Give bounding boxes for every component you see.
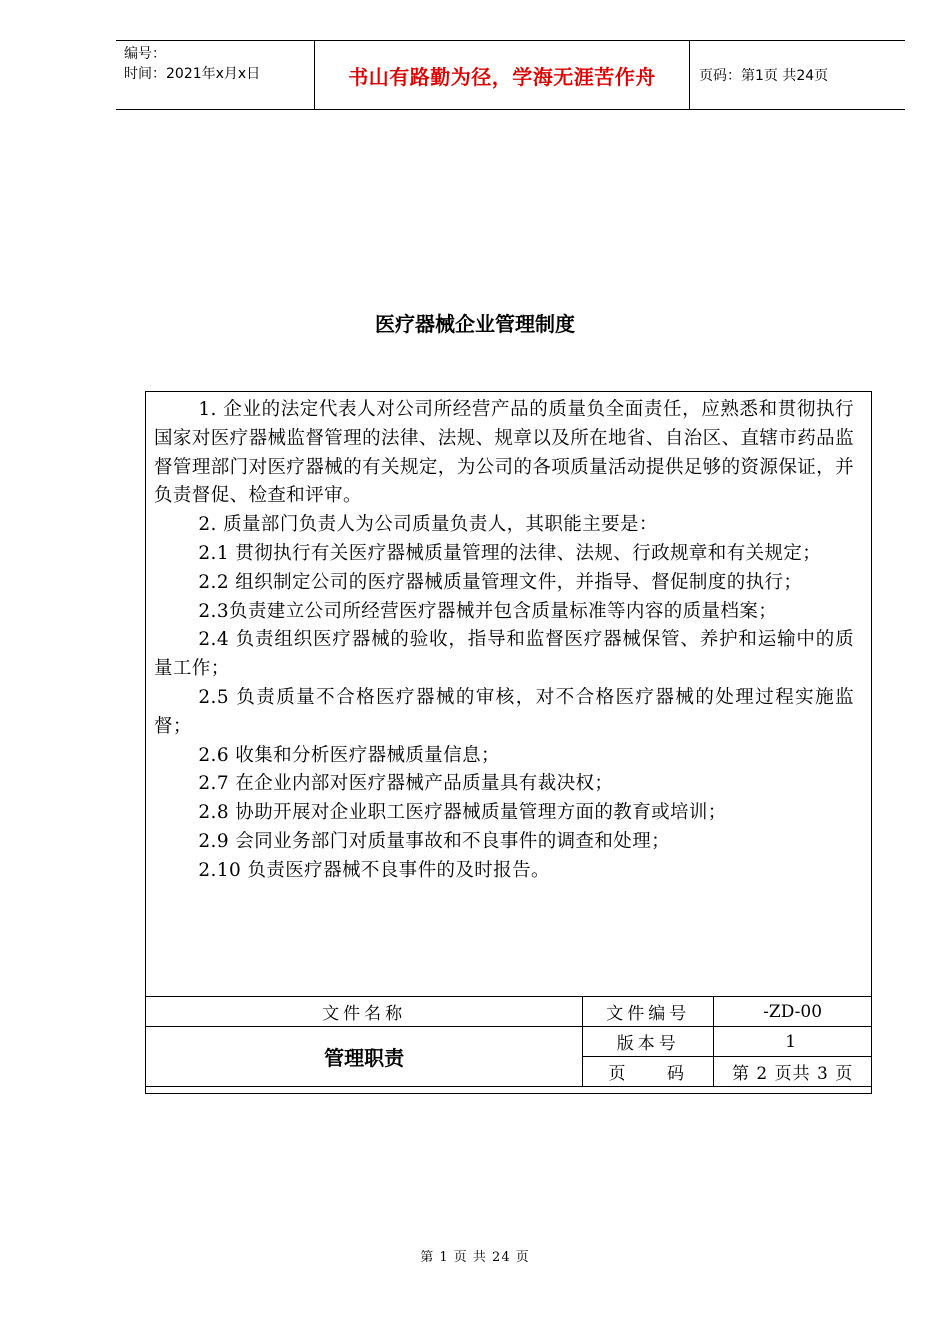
paragraph: 1. 企业的法定代表人对公司所经营产品的质量负全面责任，应熟悉和贯彻执行国家对医疗器械监督管理的法律、法规、规章以及所在地省、自治区、直辖市药品监督管理部门对医疗器械的有关规定，为公司的各项质量活动提供足够的资源保证，并负责督促、检查和评审。	[154, 399, 854, 507]
paragraph: 2.8 协助开展对企业职工医疗器械质量管理方面的教育或培训；	[198, 802, 727, 824]
paragraph: 2.6 收集和分析医疗器械质量信息；	[198, 744, 500, 766]
paragraph: 2.5 负责质量不合格医疗器械的审核，对不合格医疗器械的处理过程实施监督；	[154, 686, 854, 737]
paragraph: 2.10 负责医疗器械不良事件的及时报告。	[198, 859, 550, 881]
number-label: 编号：	[124, 46, 166, 62]
file-number-header: 文件编号	[583, 997, 714, 1027]
document-title: 医疗器械企业管理制度	[375, 312, 575, 336]
page-header	[116, 40, 905, 110]
page-label: 页 码	[583, 1057, 714, 1087]
version-value: 1	[714, 1027, 872, 1057]
paragraph: 2.1 贯彻执行有关医疗器械质量管理的法律、法规、行政规章和有关规定；	[198, 542, 822, 564]
time-label: 时间：2021年x月x日	[124, 66, 261, 82]
header-motto: 书山有路勤为径，学海无涯苦作舟	[315, 41, 690, 109]
paragraph: 2. 质量部门负责人为公司质量负责人，其职能主要是：	[198, 514, 658, 536]
paragraph: 2.7 在企业内部对医疗器械产品质量具有裁决权；	[198, 773, 614, 795]
header-meta	[116, 41, 315, 109]
paragraph: 2.4 负责组织医疗器械的验收，指导和监督医疗器械保管、养护和运输中的质量工作；	[154, 629, 854, 680]
file-name-header: 文件名称	[146, 997, 583, 1027]
content-body	[154, 396, 854, 886]
paragraph: 2.2 组织制定公司的医疗器械质量管理文件，并指导、督促制度的执行；	[198, 571, 803, 593]
header-page-info: 页码：第1页 共24页	[699, 68, 829, 84]
version-label: 版本号	[583, 1027, 714, 1057]
file-info-table	[145, 996, 872, 1087]
paragraph: 2.3负责建立公司所经营医疗器械并包含质量标准等内容的质量档案；	[198, 600, 778, 622]
file-number-value: -ZD-00	[714, 997, 872, 1027]
content-box	[145, 391, 872, 1094]
paragraph: 2.9 会同业务部门对质量事故和不良事件的调查和处理；	[198, 830, 670, 852]
page-footer: 第 1 页 共 24 页	[420, 1250, 530, 1265]
page-value: 第 2 页共 3 页	[714, 1057, 872, 1087]
file-name-value: 管理职责	[146, 1027, 583, 1087]
